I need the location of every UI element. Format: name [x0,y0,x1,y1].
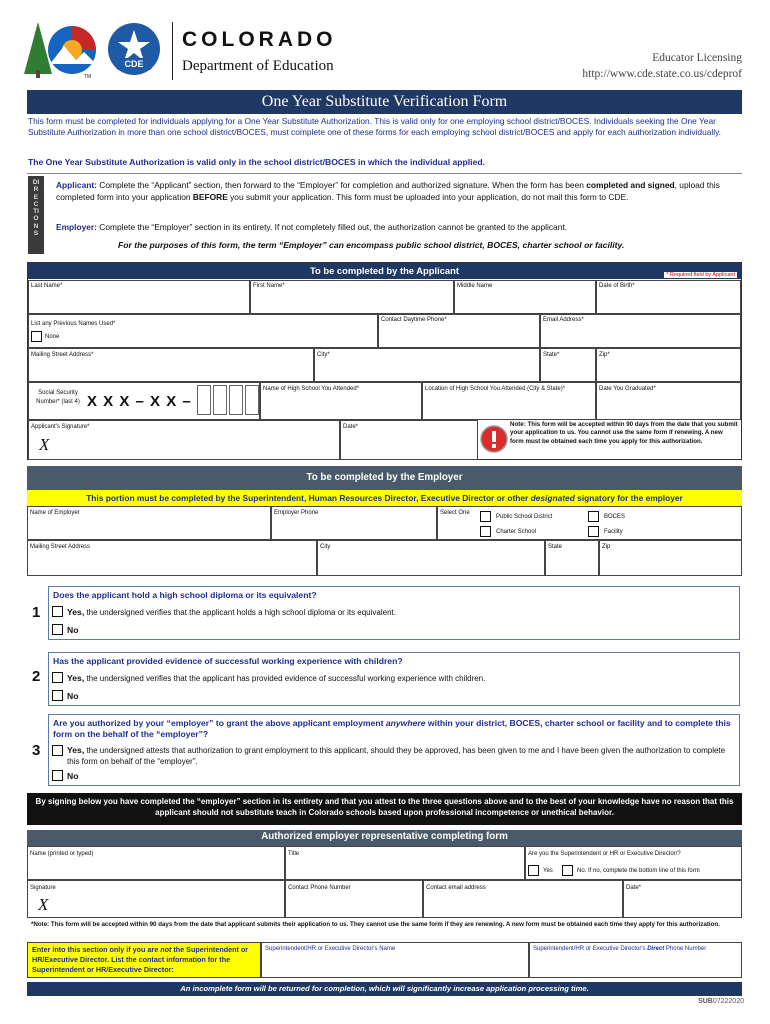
purposes-note: For the purposes of this form, the term “Employer” can encompass public school district, BOCES, charter school or facility. [118,240,625,250]
employer-city-label: City [320,544,331,550]
rep-phone-label: Contact Phone Number [288,885,351,891]
last-name-label: Last Name* [31,283,63,289]
sup-name-label: Superintendent/HR or Executive Director's Name [265,946,396,952]
colorado-logo [20,18,100,80]
last-name-field[interactable] [28,280,250,314]
applicant-section [27,262,742,460]
applicant-directions-text-3: you submit your application. This form must be uploaded into your application, do not mail this form to CDE. [230,191,629,202]
question-2-text: Has the applicant provided evidence of successful working experience with children? [53,656,403,666]
question-2-yes [67,673,485,683]
applicant-directions [56,180,740,203]
employer-directions [56,222,740,232]
superintendent-question-label: Are you the Superintendent or HR or Executive Director/? [528,851,681,857]
required-note: * Required field by Applicant [666,272,735,278]
valid-divider [27,173,742,174]
charter-school-label: Charter School [496,529,537,535]
enter-note-text-1: Enter into this section only if you are [32,945,159,954]
dob-field[interactable] [596,280,741,314]
state-label: State* [543,352,560,358]
rep-signature-x: X [38,895,49,914]
mailing-field[interactable] [28,348,314,382]
question-2-yes-label: Yes, [67,673,85,683]
applicant-directions-text-1: Complete the “Applicant” section, then forward to the “Employer” for completion and authorized signature. When the form has been [99,180,584,190]
authorized-header-text: Authorized employer representative completing form [261,831,508,842]
question-1 [48,586,740,640]
applicant-date-label: Date* [343,424,359,430]
rep-title-label: Title [288,851,300,857]
ssn-label: Social Security Number* (last 4) [36,390,80,405]
sup-phone-italic: Direct [647,946,665,952]
question-2-no-checkbox[interactable] [52,690,63,701]
first-name-field[interactable] [250,280,454,314]
employer-zip-field[interactable] [599,540,742,576]
form-code [698,998,744,1005]
first-name-label: First Name* [253,283,285,289]
question-2 [48,652,740,706]
question-3-text-1: Are you authorized by your “employer” to grant the above applicant employment [53,718,384,728]
ssn-box-4[interactable] [245,385,259,415]
sup-phone-label [533,946,706,952]
question-1-yes [67,607,396,617]
ssn-box-1[interactable] [197,385,211,415]
rep-email-label: Contact email address [426,885,486,891]
employer-state-field[interactable] [545,540,599,576]
applicant-date-field[interactable] [340,420,478,460]
applicant-signature-x: X [39,435,50,454]
question-2-yes-text: the undersigned verifies that the applicant has provided evidence of successful working experience with children. [86,674,486,683]
cde-logo-text: CDE [124,59,144,69]
hs-name-label: Name of High School You Attended* [263,386,360,392]
graduated-field[interactable] [596,382,741,420]
middle-name-field[interactable] [454,280,596,314]
directions-side [28,176,44,254]
ssn-box-2[interactable] [213,385,227,415]
employer-mailing-label: Mailing Street Address [30,544,91,550]
superintendent-yes-checkbox[interactable] [528,865,539,876]
question-1-no-label: No [67,625,79,635]
superintendent-yes-label: Yes [543,868,553,874]
employer-portion-italic: designated [530,493,575,503]
ssn-mask: X X X – X X – [87,393,192,410]
rep-name-label: Name (printed or typed) [30,851,94,857]
question-2-number: 2 [32,668,41,685]
employer-header [27,466,742,490]
employer-mailing-field[interactable] [27,540,317,576]
none-checkbox[interactable] [31,331,42,342]
rep-date-label: Date* [626,885,642,891]
employer-fields [27,506,742,576]
question-2-no-label: No [67,691,79,701]
sup-phone-text-1: Superintendent/HR or Executive Director's [533,946,646,952]
applicant-signature-field[interactable] [28,420,340,460]
city-field[interactable] [314,348,540,382]
sup-name-field[interactable] [261,942,529,978]
question-3-no [67,771,78,781]
enter-note-text-2: the Superintendent or HR/Executive Director. List the contact information for the Superintendent or HR/Executive Director: [32,945,249,975]
superintendent-no-label: No. If no, complete the bottom line of this form [577,868,700,874]
footer-text: An incomplete form will be returned for completion, which will significantly increase application processing time. [180,984,589,993]
employer-name-label: Name of Employer [30,510,80,516]
question-1-yes-text: the undersigned verifies that the applicant holds a high school diploma or its equivalent. [86,608,396,617]
boces-label: BOCES [604,514,626,520]
directions-side-label: DIRECTIONS [32,179,40,238]
contact-phone-field[interactable] [378,314,540,348]
sup-phone-text-2: Phone Number [665,946,707,952]
employer-city-field[interactable] [317,540,545,576]
authorized-fields [27,846,742,942]
applicant-directions-text-2: , upload this completed form into your application [56,180,720,202]
select-one-label: Select One [440,510,470,516]
intro-text: This form must be completed for individuals applying for a One Year Substitute Authorization. This is valid only for one employing school district/BOCES. Individuals seeking the One Year Substitute Authorization in more than one school district/BOCES, must complete one of these forms for each employing school district/BOCES and apply for each authorization individually. [28,116,721,137]
zip-label: Zip* [599,352,610,358]
employer-portion-note [27,490,742,506]
none-label: None [45,334,60,340]
employer-type-select [437,506,742,540]
applicant-header [28,263,741,279]
question-1-no [67,625,78,635]
question-2-no [67,691,78,701]
employer-state-label: State [548,544,563,550]
charter-school-checkbox[interactable] [480,526,491,537]
question-1-number: 1 [32,604,41,621]
question-3-yes-label: Yes, [67,745,85,755]
employer-phone-field[interactable] [271,506,437,540]
rep-email-field[interactable] [423,880,623,918]
hs-name-field[interactable] [260,382,422,420]
question-3-italic: anywhere [385,718,426,728]
question-3-no-checkbox[interactable] [52,770,63,781]
office-name: Educator Licensing [652,52,742,64]
applicant-note: Note: This form will be accepted within 90 days from the date that you submit your application to us. You cannot use the same form if renewing. A new form must be obtained each time you apply for this authorization. [510,421,738,445]
prev-names-field[interactable] [28,314,378,348]
applicant-signature-label: Applicant's Signature* [31,424,90,430]
applicant-directions-before: BEFORE [192,191,228,202]
question-3 [48,714,740,786]
enter-section-note [27,942,261,978]
facility-label: Facility [604,529,623,535]
prev-names-label: List any Previous Names Used* [31,321,116,327]
question-3-yes-text: the undersigned attests that authorization to grant employment to this applicant, should they be approved, has been given to me and I have been given the authorization to complete this form on behalf of the “employer”. [67,746,726,766]
agency-name: COLORADO [182,28,337,51]
contact-phone-label: Contact Daytime Phone* [381,317,447,323]
sup-phone-field[interactable] [529,942,742,978]
employer-portion-text-1: This portion must be completed by the Superintendent, Human Resources Director, Executive Director or other [86,493,529,503]
rep-signature-label: Signature [30,885,56,891]
graduated-label: Date You Graduated* [599,386,656,392]
dob-label: Date of Birth* [599,283,635,289]
question-3-yes [67,745,727,767]
applicant-directions-label: Applicant: [56,180,97,190]
employer-directions-text: Complete the “Employer” section in its entirety. If not completely filled out, the authorization cannot be granted to the applicant. [99,222,568,232]
attestation: By signing below you have completed the “employer” section in its entirety and that you attest to the three questions above and to the best of your knowledge have no reason that this applicant should not substitute teach in Colorado schools based upon professional incompetence or unethical behavior. [27,793,742,825]
employer-zip-label: Zip [602,544,611,550]
question-3-text [53,718,737,740]
middle-name-label: Middle Name [457,283,493,289]
enter-note-italic: not [160,945,172,954]
form-title-bar [27,90,742,114]
rep-title-field[interactable] [285,846,525,880]
office-url[interactable]: http://www.cde.state.co.us/cdeprof [582,68,742,80]
email-field[interactable] [540,314,741,348]
footer-bar [27,982,742,996]
svg-text:TM: TM [84,74,92,80]
applicant-header-text: To be completed by the Applicant [310,265,459,276]
rep-phone-field[interactable] [285,880,423,918]
warning-icon [480,425,508,453]
form-title: One Year Substitute Verification Form [261,93,508,110]
authorized-note: *Note: This form will be accepted within 90 days from the date that applicant submits their application to us. They cannot use the same form if they are renewing. A new form must be obtained each time they apply for this authorization. [31,921,720,928]
question-1-yes-checkbox[interactable] [52,606,63,617]
hs-location-field[interactable] [422,382,596,420]
boces-checkbox[interactable] [588,511,599,522]
valid-note: The One Year Substitute Authorization is valid only in the school district/BOCES in which the individual applied. [28,157,485,167]
employer-portion-text-2: signatory for the employer [577,493,683,503]
facility-checkbox[interactable] [588,526,599,537]
hs-location-label: Location of High School You Attended (City & State)* [425,386,566,392]
employer-header-text: To be completed by the Employer [306,472,463,483]
question-2-yes-checkbox[interactable] [52,672,63,683]
mailing-label: Mailing Street Address* [31,352,94,358]
question-3-text-2: within your district, BOCES, charter school or facility and to complete this form on the behalf of the “employer”? [53,718,731,739]
email-label: Email Address* [543,317,584,323]
question-3-no-label: No [67,771,79,781]
state-field[interactable] [540,348,596,382]
ssn-box-3[interactable] [229,385,243,415]
question-3-yes-checkbox[interactable] [52,745,63,756]
employer-phone-label: Employer Phone [274,510,319,516]
question-1-text: Does the applicant hold a high school diploma or its equivalent? [53,590,317,600]
header-divider [172,22,173,80]
superintendent-no-checkbox[interactable] [562,865,573,876]
employer-name-field[interactable] [27,506,271,540]
ssn-field[interactable] [28,382,260,420]
city-label: City* [317,352,330,358]
employer-directions-label: Employer: [56,222,97,232]
question-1-yes-label: Yes, [67,607,85,617]
superintendent-question [525,846,742,880]
zip-field[interactable] [596,348,741,382]
form-code-date: 07222020 [712,998,744,1005]
cde-logo [104,22,164,80]
question-1-no-checkbox[interactable] [52,624,63,635]
rep-signature-field[interactable] [27,880,285,918]
public-school-district-checkbox[interactable] [480,511,491,522]
form-code-prefix: SUB [698,998,713,1005]
question-3-number: 3 [32,742,41,759]
rep-date-field[interactable] [623,880,742,918]
applicant-directions-bold: completed and signed [586,180,675,190]
department-name: Department of Education [182,58,334,74]
public-school-district-label: Public School District [496,514,553,520]
rep-name-field[interactable] [27,846,285,880]
